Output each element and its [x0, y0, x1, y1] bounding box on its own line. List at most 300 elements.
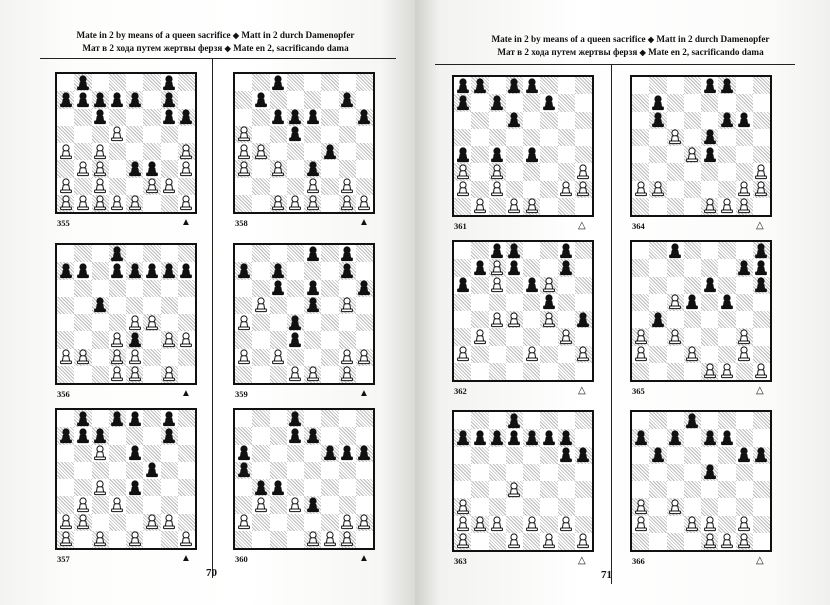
board-square: [649, 294, 666, 311]
board-square: [304, 479, 321, 496]
board-square: [684, 277, 701, 294]
board-square: [667, 146, 684, 163]
board-square: [736, 481, 753, 498]
chess-board: [233, 243, 375, 385]
board-square: [321, 91, 338, 108]
board-square: [235, 331, 252, 348]
board-square: [523, 412, 540, 429]
board-square: [339, 496, 356, 513]
board-square: [252, 245, 269, 262]
chess-board: [630, 75, 772, 217]
board-square: [753, 464, 770, 481]
board-square: [109, 160, 126, 177]
board-square: [161, 496, 178, 513]
white-piece-icon: [453, 344, 473, 364]
board-square: [74, 314, 91, 331]
black-piece-icon: [648, 310, 668, 330]
board-square: [649, 464, 666, 481]
black-piece-icon: [648, 445, 668, 465]
black-to-move-icon: ▲: [181, 217, 191, 228]
board-square: [109, 297, 126, 314]
board-square: [632, 163, 649, 180]
board-square: [667, 163, 684, 180]
white-piece-icon: [504, 480, 524, 500]
board-square: [161, 462, 178, 479]
board-square: [753, 198, 770, 215]
black-piece-icon: [354, 107, 374, 127]
board-square: [558, 146, 575, 163]
board-square: [684, 181, 701, 198]
board-square: [632, 363, 649, 380]
white-piece-icon: [522, 196, 542, 216]
board-square: [356, 74, 373, 91]
board-square: [252, 514, 269, 531]
board-square: [489, 77, 506, 94]
board-square: [287, 462, 304, 479]
chess-board: [630, 410, 772, 552]
board-square: [356, 297, 373, 314]
chess-board: [452, 240, 594, 382]
board-square: [270, 410, 287, 427]
left-header-rule: [40, 58, 396, 59]
board-square: [471, 533, 488, 550]
black-piece-icon: [453, 145, 473, 165]
board-square: [57, 445, 74, 462]
board-square: [92, 366, 109, 383]
board-square: [270, 514, 287, 531]
diagram-356: [55, 243, 197, 403]
black-piece-icon: [700, 145, 720, 165]
board-square: [489, 112, 506, 129]
board-square: [718, 163, 735, 180]
board-square: [287, 91, 304, 108]
right-header-spanish: Mate en 2, sacrificando dama: [648, 47, 764, 57]
board-square: [161, 349, 178, 366]
board-square: [684, 533, 701, 550]
white-to-move-icon: △: [756, 385, 764, 396]
board-square: [161, 531, 178, 548]
board-square: [649, 77, 666, 94]
chess-board: [452, 75, 594, 217]
board-square: [632, 129, 649, 146]
board-square: [178, 514, 195, 531]
board-square: [684, 363, 701, 380]
board-square: [506, 94, 523, 111]
board-square: [92, 314, 109, 331]
board-square: [356, 143, 373, 160]
board-square: [667, 346, 684, 363]
board-square: [540, 481, 557, 498]
board-square: [235, 496, 252, 513]
board-square: [649, 277, 666, 294]
board-square: [92, 462, 109, 479]
board-square: [523, 328, 540, 345]
board-square: [287, 445, 304, 462]
board-square: [632, 198, 649, 215]
board-square: [632, 94, 649, 111]
board-square: [684, 447, 701, 464]
board-square: [235, 195, 252, 212]
board-square: [506, 181, 523, 198]
board-square: [684, 311, 701, 328]
board-square: [235, 366, 252, 383]
board-square: [74, 126, 91, 143]
board-square: [649, 129, 666, 146]
board-square: [339, 331, 356, 348]
board-square: [736, 464, 753, 481]
board-square: [575, 77, 592, 94]
black-piece-icon: [125, 330, 145, 350]
board-square: [74, 143, 91, 160]
board-square: [523, 481, 540, 498]
board-square: [304, 262, 321, 279]
board-square: [736, 429, 753, 446]
board-square: [523, 94, 540, 111]
board-square: [506, 498, 523, 515]
white-to-move-icon: △: [756, 555, 764, 566]
board-square: [667, 363, 684, 380]
diagram-number: 366: [632, 556, 645, 566]
board-square: [506, 516, 523, 533]
board-square: [321, 126, 338, 143]
board-square: [471, 311, 488, 328]
black-piece-icon: [303, 159, 323, 179]
white-piece-icon: [176, 330, 196, 350]
board-square: [143, 245, 160, 262]
white-piece-icon: [453, 531, 473, 551]
board-square: [270, 496, 287, 513]
board-square: [304, 314, 321, 331]
diagram-365: [630, 240, 772, 400]
board-square: [57, 496, 74, 513]
board-square: [667, 481, 684, 498]
white-piece-icon: [303, 193, 323, 213]
board-square: [540, 146, 557, 163]
board-square: [252, 445, 269, 462]
black-to-move-icon: ▲: [181, 388, 191, 399]
board-square: [74, 178, 91, 195]
board-square: [356, 314, 373, 331]
board-square: [270, 427, 287, 444]
black-piece-icon: [125, 478, 145, 498]
board-square: [321, 245, 338, 262]
board-square: [287, 178, 304, 195]
board-square: [701, 412, 718, 429]
diagram-number: 364: [632, 221, 645, 231]
board-square: [143, 331, 160, 348]
board-square: [339, 462, 356, 479]
board-square: [684, 328, 701, 345]
board-square: [126, 462, 143, 479]
board-square: [321, 160, 338, 177]
board-square: [454, 294, 471, 311]
black-piece-icon: [176, 107, 196, 127]
board-square: [684, 242, 701, 259]
board-square: [649, 412, 666, 429]
black-piece-icon: [682, 292, 702, 312]
diagram-number: 359: [235, 389, 248, 399]
black-piece-icon: [176, 261, 196, 281]
board-square: [356, 462, 373, 479]
board-square: [540, 498, 557, 515]
board-square: [161, 245, 178, 262]
white-piece-icon: [176, 142, 196, 162]
board-square: [471, 163, 488, 180]
board-square: [304, 514, 321, 531]
board-square: [339, 427, 356, 444]
white-piece-icon: [73, 347, 93, 367]
black-piece-icon: [320, 142, 340, 162]
board-square: [632, 146, 649, 163]
white-piece-icon: [751, 179, 771, 199]
right-header-english: Mate in 2 by means of a queen sacrifice: [491, 34, 646, 44]
board-square: [753, 311, 770, 328]
board-square: [287, 74, 304, 91]
diagram-359: [233, 243, 375, 403]
board-square: [321, 195, 338, 212]
black-piece-icon: [303, 495, 323, 515]
board-square: [57, 74, 74, 91]
black-piece-icon: [717, 292, 737, 312]
board-square: [143, 349, 160, 366]
board-square: [632, 311, 649, 328]
board-square: [57, 410, 74, 427]
board-square: [178, 462, 195, 479]
board-square: [701, 311, 718, 328]
board-square: [161, 445, 178, 462]
diagram-360: [233, 408, 375, 568]
board-square: [649, 533, 666, 550]
board-square: [161, 479, 178, 496]
board-square: [74, 280, 91, 297]
board-square: [178, 245, 195, 262]
white-piece-icon: [717, 361, 737, 381]
board-square: [304, 445, 321, 462]
black-piece-icon: [665, 428, 685, 448]
board-square: [235, 410, 252, 427]
white-piece-icon: [268, 159, 288, 179]
board-square: [92, 126, 109, 143]
board-square: [304, 410, 321, 427]
board-square: [540, 77, 557, 94]
board-square: [109, 479, 126, 496]
board-square: [540, 412, 557, 429]
board-square: [356, 496, 373, 513]
black-piece-icon: [354, 278, 374, 298]
board-square: [356, 245, 373, 262]
board-square: [736, 277, 753, 294]
white-piece-icon: [354, 347, 374, 367]
board-square: [57, 462, 74, 479]
board-square: [718, 277, 735, 294]
right-page-number: 71: [601, 569, 612, 581]
black-piece-icon: [268, 278, 288, 298]
board-square: [489, 129, 506, 146]
board-square: [489, 533, 506, 550]
board-square: [649, 429, 666, 446]
black-piece-icon: [453, 275, 473, 295]
diagram-363: [452, 410, 594, 570]
board-square: [632, 112, 649, 129]
white-piece-icon: [337, 295, 357, 315]
black-piece-icon: [354, 443, 374, 463]
board-square: [178, 91, 195, 108]
board-square: [92, 331, 109, 348]
board-square: [649, 163, 666, 180]
board-square: [74, 479, 91, 496]
diagram-355: [55, 72, 197, 232]
board-square: [304, 91, 321, 108]
board-square: [523, 294, 540, 311]
board-square: [57, 109, 74, 126]
board-square: [109, 445, 126, 462]
board-square: [178, 178, 195, 195]
board-square: [57, 160, 74, 177]
diagram-361: [452, 75, 594, 235]
board-square: [270, 366, 287, 383]
board-square: [667, 311, 684, 328]
board-square: [235, 427, 252, 444]
board-square: [304, 462, 321, 479]
board-square: [718, 94, 735, 111]
board-square: [718, 346, 735, 363]
board-square: [489, 498, 506, 515]
board-square: [126, 427, 143, 444]
board-square: [454, 328, 471, 345]
board-square: [287, 143, 304, 160]
white-to-move-icon: △: [578, 385, 586, 396]
board-square: [109, 531, 126, 548]
board-square: [270, 314, 287, 331]
board-square: [74, 445, 91, 462]
board-square: [736, 412, 753, 429]
board-square: [356, 262, 373, 279]
board-square: [667, 464, 684, 481]
board-square: [506, 277, 523, 294]
white-piece-icon: [453, 162, 473, 182]
board-square: [143, 195, 160, 212]
black-piece-icon: [234, 261, 254, 281]
black-to-move-icon: ▲: [359, 553, 369, 564]
board-square: [356, 366, 373, 383]
board-square: [632, 242, 649, 259]
board-square: [558, 346, 575, 363]
board-square: [339, 143, 356, 160]
black-piece-icon: [573, 310, 593, 330]
board-square: [143, 143, 160, 160]
board-square: [252, 178, 269, 195]
board-square: [235, 91, 252, 108]
board-square: [753, 498, 770, 515]
diagram-number: 363: [454, 556, 467, 566]
board-square: [321, 496, 338, 513]
black-piece-icon: [717, 76, 737, 96]
board-square: [471, 481, 488, 498]
right-header-line-1: [423, 33, 830, 46]
board-square: [339, 410, 356, 427]
board-square: [321, 262, 338, 279]
board-square: [143, 109, 160, 126]
board-square: [74, 531, 91, 548]
board-square: [356, 410, 373, 427]
black-piece-icon: [285, 330, 305, 350]
board-square: [684, 163, 701, 180]
board-square: [92, 514, 109, 531]
board-square: [92, 410, 109, 427]
board-square: [632, 412, 649, 429]
board-square: [523, 181, 540, 198]
board-square: [753, 412, 770, 429]
board-square: [649, 242, 666, 259]
board-square: [736, 242, 753, 259]
chess-board: [233, 408, 375, 550]
board-square: [471, 181, 488, 198]
diagram-number: 355: [57, 218, 70, 228]
board-square: [684, 481, 701, 498]
board-square: [304, 143, 321, 160]
board-square: [718, 259, 735, 276]
board-square: [74, 245, 91, 262]
board-square: [454, 363, 471, 380]
board-square: [143, 366, 160, 383]
white-piece-icon: [90, 159, 110, 179]
diamond-separator-icon: ◆: [224, 44, 231, 53]
board-square: [143, 479, 160, 496]
board-square: [356, 178, 373, 195]
board-square: [109, 514, 126, 531]
board-square: [753, 94, 770, 111]
white-to-move-icon: △: [756, 220, 764, 231]
chess-board: [55, 243, 197, 385]
board-square: [632, 481, 649, 498]
board-square: [701, 163, 718, 180]
board-square: [471, 242, 488, 259]
board-square: [753, 328, 770, 345]
board-square: [126, 297, 143, 314]
board-square: [718, 311, 735, 328]
white-piece-icon: [734, 196, 754, 216]
white-piece-icon: [573, 344, 593, 364]
chess-board: [55, 72, 197, 214]
white-piece-icon: [487, 275, 507, 295]
white-piece-icon: [631, 497, 651, 517]
board-square: [540, 129, 557, 146]
board-square: [57, 331, 74, 348]
board-square: [287, 531, 304, 548]
board-square: [701, 481, 718, 498]
board-square: [489, 346, 506, 363]
white-piece-icon: [648, 179, 668, 199]
white-piece-icon: [504, 310, 524, 330]
board-square: [667, 277, 684, 294]
board-square: [523, 311, 540, 328]
board-square: [339, 280, 356, 297]
board-square: [161, 195, 178, 212]
white-to-move-icon: △: [578, 555, 586, 566]
board-square: [321, 109, 338, 126]
left-page-number: 70: [206, 567, 217, 579]
diagram-number: 360: [235, 554, 248, 564]
board-square: [235, 178, 252, 195]
board-square: [321, 349, 338, 366]
chess-board: [55, 408, 197, 550]
board-square: [235, 280, 252, 297]
board-square: [575, 198, 592, 215]
white-piece-icon: [125, 193, 145, 213]
black-piece-icon: [90, 107, 110, 127]
board-square: [736, 363, 753, 380]
black-piece-icon: [700, 127, 720, 147]
